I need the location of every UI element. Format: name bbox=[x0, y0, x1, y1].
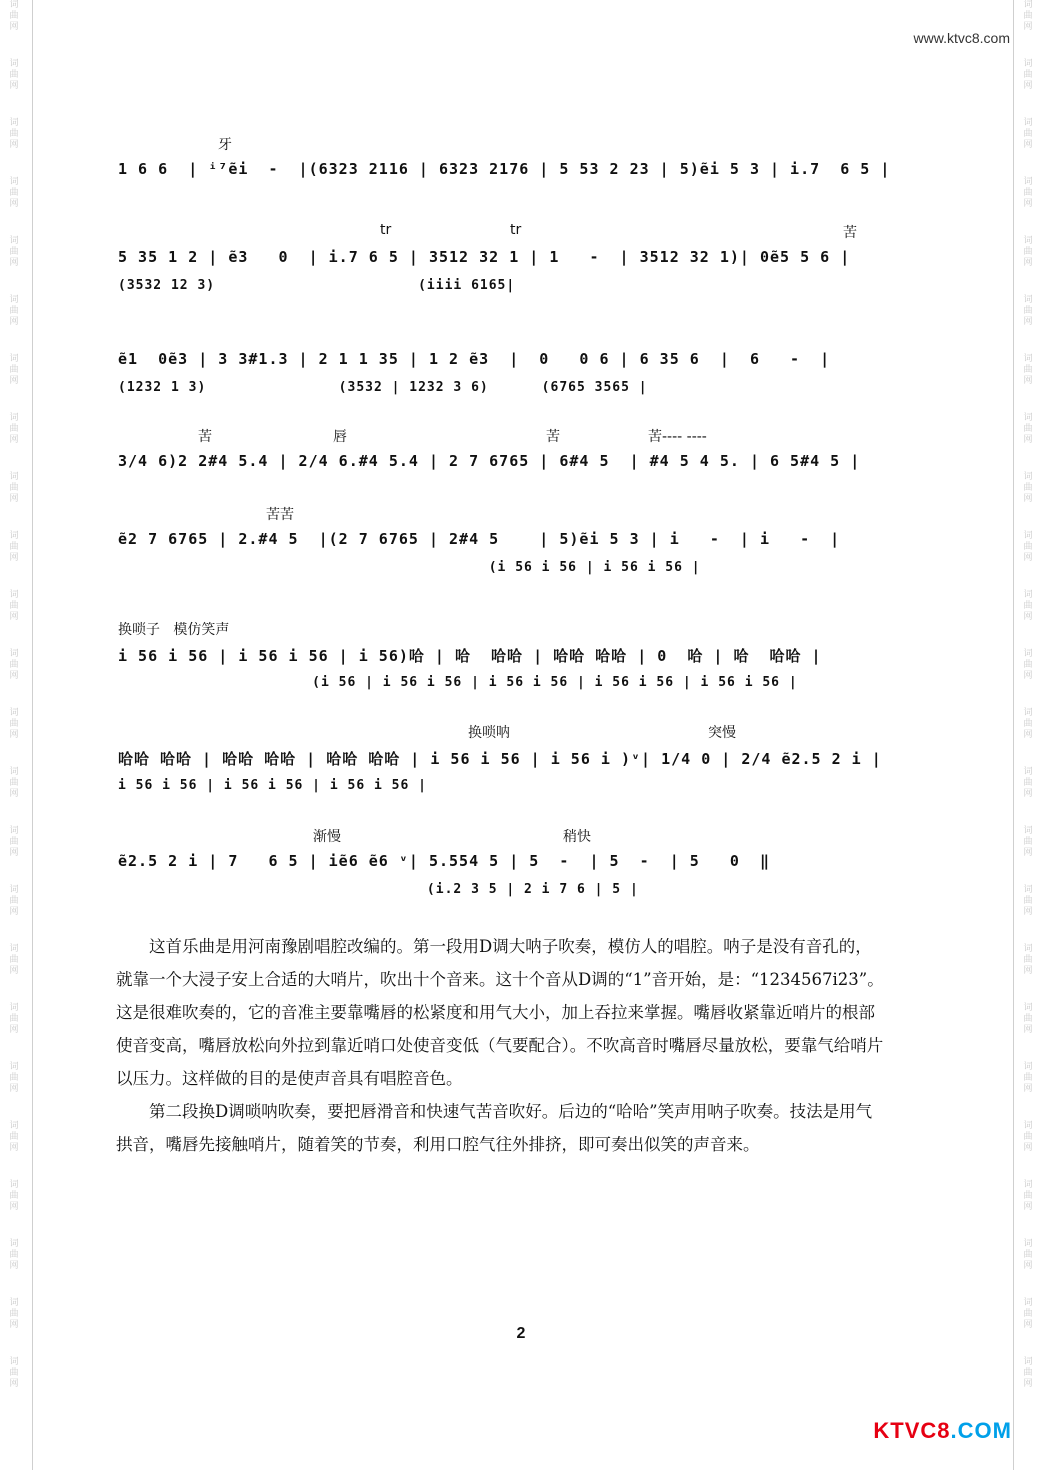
lyric-text: 换唢呐 bbox=[468, 725, 510, 741]
watermark-glyphs: 词 曲 网 bbox=[9, 590, 19, 622]
watermark-glyphs: 词 曲 网 bbox=[9, 708, 19, 740]
watermark-glyphs: 词 曲 网 bbox=[9, 354, 19, 386]
watermark-glyphs: 词 曲 网 bbox=[1023, 413, 1033, 445]
watermark-glyphs: 词 曲 网 bbox=[9, 1357, 19, 1389]
watermark-glyphs: 词 曲 网 bbox=[9, 1062, 19, 1094]
lyric-text: 苦 bbox=[198, 429, 212, 445]
watermark-glyphs: 词 曲 网 bbox=[9, 0, 19, 32]
watermark-glyphs: 词 曲 网 bbox=[9, 236, 19, 268]
watermark-glyphs: 词 曲 网 bbox=[1023, 885, 1033, 917]
watermark-glyphs: 词 曲 网 bbox=[9, 1180, 19, 1212]
watermark-glyphs: 词 曲 网 bbox=[9, 1003, 19, 1035]
melody-line: ẽ2 7 6765 | 2.#4 5 |(2 7 6765 | 2#4 5 | 5)ẽi 5 3 | i - | i - | bbox=[118, 530, 841, 548]
melody-line: 1 6 6 | ⁱ⁷ẽi - |(6323 2116 | 6323 2176 | 5 53 2 23 | 5)ẽi 5 3 | i.7 6 5 | bbox=[118, 160, 891, 178]
watermark-glyphs: 词 曲 网 bbox=[9, 1121, 19, 1153]
lyric-text: 牙 bbox=[218, 137, 232, 153]
melody-line: 3/4 6)2 2#4 5.4 | 2/4 6.#4 5.4 | 2 7 6765 | 6#4 5 | #4 5 4 5. | 6 5#4 5 | bbox=[118, 452, 861, 470]
watermark-glyphs: 词 曲 网 bbox=[1023, 0, 1033, 32]
lyric-text: tr bbox=[380, 222, 392, 238]
header-url[interactable]: www.ktvc8.com bbox=[913, 30, 1010, 46]
watermark-glyphs: 词 曲 网 bbox=[1023, 590, 1033, 622]
melody-line: ẽ2.5 2 i | 7 6 5 | iẽ6 ẽ6 ᵛ| 5.554 5 | 5 - | 5 - | 5 0 ‖ bbox=[118, 852, 770, 870]
ktvc8-logo[interactable] bbox=[873, 1418, 1012, 1444]
watermark-glyphs: 词 曲 网 bbox=[9, 649, 19, 681]
watermark-glyphs: 词 曲 网 bbox=[1023, 1298, 1033, 1330]
lyric-text: 苦苦 bbox=[266, 507, 294, 523]
watermark-glyphs: 词 曲 网 bbox=[9, 177, 19, 209]
lyric-text: 突慢 bbox=[708, 725, 736, 741]
watermark-glyphs: 词 曲 网 bbox=[1023, 59, 1033, 91]
watermark-glyphs: 词 曲 网 bbox=[9, 59, 19, 91]
accompaniment-line: (3532 12 3) (iiii 6165| bbox=[118, 278, 516, 293]
accompaniment-line: i 56 i 56 | i 56 i 56 | i 56 i 56 | bbox=[118, 778, 427, 793]
lyric-text: tr bbox=[510, 222, 522, 238]
accompaniment-line: (i 56 | i 56 i 56 | i 56 i 56 | i 56 i 56 | i 56 i 56 | bbox=[118, 675, 798, 690]
watermark-glyphs: 词 曲 网 bbox=[9, 944, 19, 976]
logo-part-3: .COM bbox=[950, 1418, 1012, 1443]
melody-line: ẽ1 0ẽ3 | 3 3#1.3 | 2 1 1 35 | 1 2 ẽ3 | 0 0 6 | 6 35 6 | 6 - | bbox=[118, 350, 831, 368]
melody-line: 5 35 1 2 | ẽ3 0 | i.7 6 5 | 3512 32 1 | 1 - | 3512 32 1)| 0ẽ5 5 6 | bbox=[118, 248, 851, 266]
melody-line: 哈哈 哈哈 | 哈哈 哈哈 | 哈哈 哈哈 | i 56 i 56 | i 56 i )ᵛ| 1/4 0 | 2/4 ẽ2.5 2 i | bbox=[118, 750, 882, 768]
watermark-glyphs: 词 曲 网 bbox=[1023, 826, 1033, 858]
watermark-glyphs: 词 曲 网 bbox=[1023, 1003, 1033, 1035]
melody-line: i 56 i 56 | i 56 i 56 | i 56)哈 | 哈 哈哈 | 哈哈 哈哈 | 0 哈 | 哈 哈哈 | bbox=[118, 647, 822, 665]
watermark-glyphs: 词 曲 网 bbox=[9, 885, 19, 917]
lyric-text: 苦 bbox=[546, 429, 560, 445]
watermark-glyphs: 词 曲 网 bbox=[1023, 1121, 1033, 1153]
paragraph-1: 这首乐曲是用河南豫剧唱腔改编的。第一段用D调大呐子吹奏，模仿人的唱腔。呐子是没有音孔的，就靠一个大浸子安上合适的大哨片，吹出十个音来。这十个音从D调的“1”音开始，是：“1234567i2̇3̇”。这是很难吹奏的，它的音准主要靠嘴唇的松紧度和用气大小，加上吞拉来掌握。嘴唇收紧靠近哨片的根部使音变高，嘴唇放松向外拉到靠近哨口处使音变低（气要配合）。不吹高音时嘴唇尽量放松，要靠气给哨片以压力。这样做的目的是使声音具有唱腔音色。 bbox=[116, 937, 884, 1088]
description-text bbox=[116, 930, 886, 1161]
watermark-glyphs: 词 曲 网 bbox=[9, 531, 19, 563]
watermark-glyphs: 词 曲 网 bbox=[1023, 295, 1033, 327]
watermark-glyphs: 词 曲 网 bbox=[1023, 1180, 1033, 1212]
paragraph-2: 第二段换D调唢呐吹奏，要把唇滑音和快速气苦音吹好。后边的“哈哈”笑声用呐子吹奏。技法是用气拱音，嘴唇先接触哨片，随着笑的节奏，利用口腔气往外排挤，即可奏出似笑的声音来。 bbox=[116, 1102, 873, 1154]
watermark-glyphs: 词 曲 网 bbox=[9, 472, 19, 504]
logo-part-1: KT bbox=[873, 1418, 905, 1443]
accompaniment-line: (i.2 3 5 | 2 i 7 6 | 5 | bbox=[118, 882, 639, 897]
lyric-text: 苦 bbox=[843, 225, 857, 241]
watermark-glyphs: 词 曲 网 bbox=[1023, 1357, 1033, 1389]
watermark-glyphs: 词 曲 网 bbox=[1023, 531, 1033, 563]
watermark-glyphs: 词 曲 网 bbox=[1023, 236, 1033, 268]
lyric-text: 稍快 bbox=[563, 829, 591, 845]
watermark-glyphs: 词 曲 网 bbox=[1023, 708, 1033, 740]
page-number: 2 bbox=[516, 1325, 526, 1342]
watermark-glyphs: 词 曲 网 bbox=[9, 413, 19, 445]
lyric-text: 唇 bbox=[333, 429, 347, 445]
watermark-glyphs: 词 曲 网 bbox=[9, 1239, 19, 1271]
watermark-glyphs: 词 曲 网 bbox=[1023, 1062, 1033, 1094]
watermark-glyphs: 词 曲 网 bbox=[9, 295, 19, 327]
watermark-glyphs: 词 曲 网 bbox=[1023, 649, 1033, 681]
watermark-glyphs: 词 曲 网 bbox=[9, 826, 19, 858]
logo-part-2: VC8 bbox=[904, 1418, 951, 1443]
accompaniment-line: (i 56 i 56 | i 56 i 56 | bbox=[118, 560, 701, 575]
accompaniment-line: (1232 1 3) (3532 | 1232 3 6) (6765 3565 | bbox=[118, 380, 648, 395]
lyric-text: 渐慢 bbox=[313, 829, 341, 845]
watermark-glyphs: 词 曲 网 bbox=[1023, 767, 1033, 799]
watermark-glyphs: 词 曲 网 bbox=[1023, 944, 1033, 976]
watermark-glyphs: 词 曲 网 bbox=[1023, 118, 1033, 150]
watermark-glyphs: 词 曲 网 bbox=[1023, 472, 1033, 504]
lyric-text: 苦---- ---- bbox=[648, 429, 707, 445]
watermark-glyphs: 词 曲 网 bbox=[1023, 177, 1033, 209]
watermark-glyphs: 词 曲 网 bbox=[9, 118, 19, 150]
watermark-glyphs: 词 曲 网 bbox=[9, 1298, 19, 1330]
watermark-glyphs: 词 曲 网 bbox=[1023, 354, 1033, 386]
watermark-glyphs: 词 曲 网 bbox=[9, 767, 19, 799]
watermark-glyphs: 词 曲 网 bbox=[1023, 1239, 1033, 1271]
lyric-text: 换唢子 模仿笑声 bbox=[118, 622, 230, 638]
